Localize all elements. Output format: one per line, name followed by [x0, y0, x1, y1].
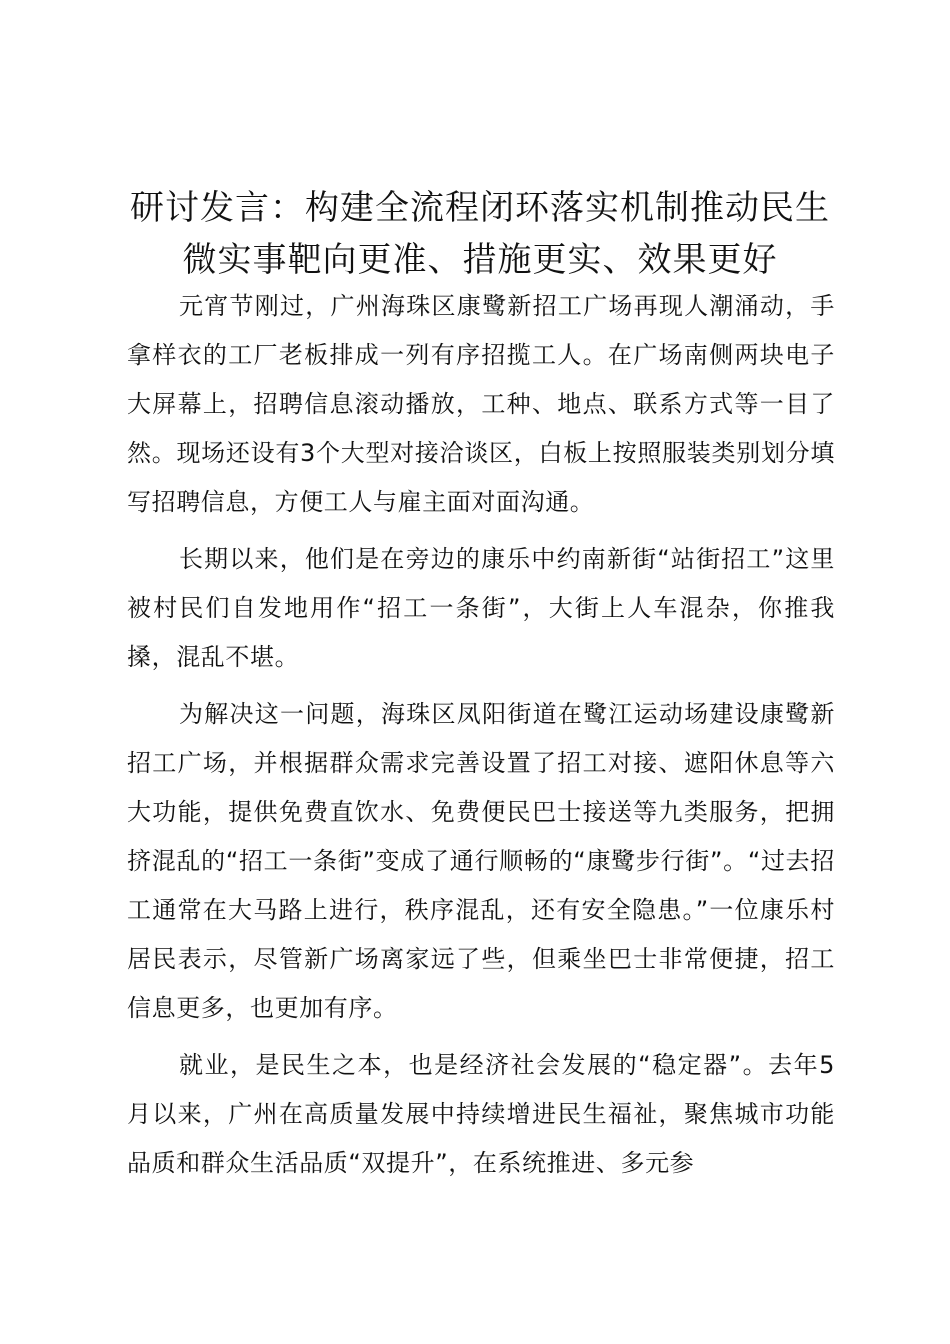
- paragraph-2: 长期以来，他们是在旁边的康乐中约南新街“站街招工”这里被村民们自发地用作“招工一条街”，大街上人车混杂，你推我搡，混乱不堪。: [127, 545, 835, 671]
- title-line-2: 微实事靶向更准、措施更实、效果更好: [182, 240, 778, 280]
- title-line-1: 研讨发言：构建全流程闭环落实机制推动民生: [130, 188, 830, 228]
- paragraph-4: 就业，是民生之本，也是经济社会发展的“稳定器”。去年5月以来，广州在高质量发展中持续增进民生福祉，聚焦城市功能品质和群众生活品质“双提升”，在系统推进、多元参: [127, 1051, 835, 1177]
- document-title: [100, 182, 860, 286]
- paragraph-1: 元宵节刚过，广州海珠区康鹭新招工广场再现人潮涌动，手拿样衣的工厂老板排成一列有序招揽工人。在广场南侧两块电子大屏幕上，招聘信息滚动播放，工种、地点、联系方式等一目了然。现场还设有3个大型对接洽谈区，白板上按照服装类别划分填写招聘信息，方便工人与雇主面对面沟通。: [127, 292, 835, 516]
- document-body: [127, 282, 835, 1196]
- paragraph-3: 为解决这一问题，海珠区凤阳街道在鹭江运动场建设康鹭新招工广场，并根据群众需求完善设置了招工对接、遮阳休息等六大功能，提供免费直饮水、免费便民巴士接送等九类服务，把拥挤混乱的“招工一条街”变成了通行顺畅的“康鹭步行街”。“过去招工通常在大马路上进行，秩序混乱，还有安全隐患。”一位康乐村居民表示，尽管新广场离家远了些，但乘坐巴士非常便捷，招工信息更多，也更加有序。: [127, 700, 835, 1022]
